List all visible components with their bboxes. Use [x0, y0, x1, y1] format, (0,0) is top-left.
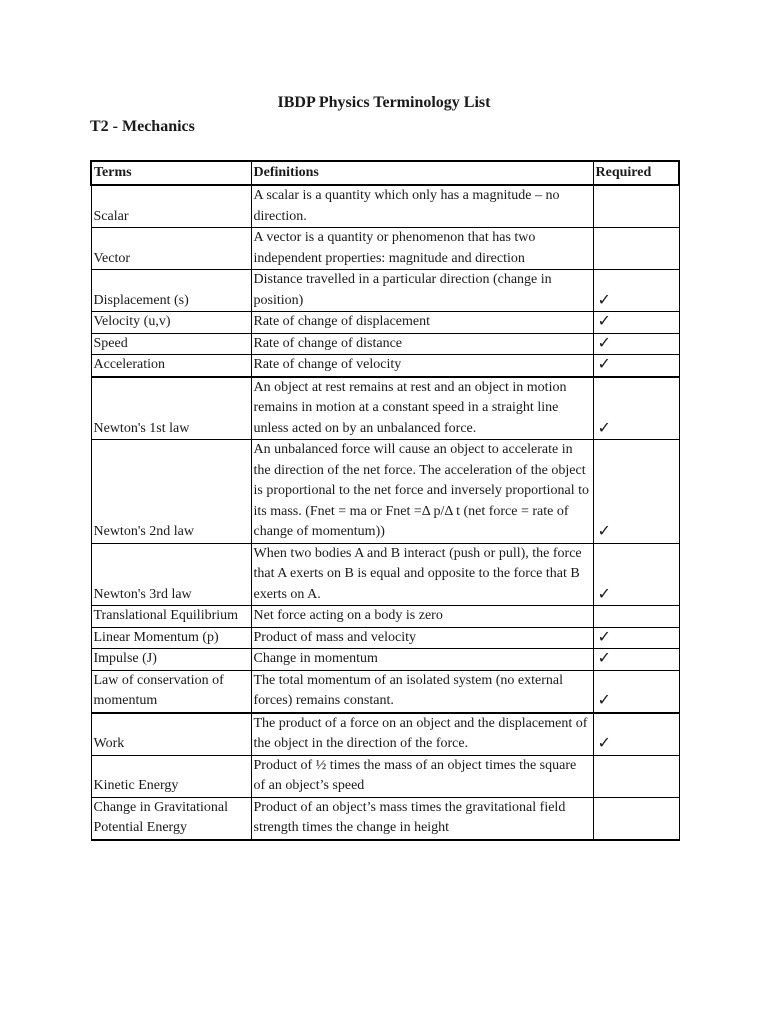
required-check-cell: ✓ — [593, 543, 679, 606]
term-cell: Acceleration — [91, 355, 251, 377]
definition-cell: The product of a force on an object and the displacement of the object in the direction of the force. — [251, 713, 593, 756]
term-cell: Displacement (s) — [91, 270, 251, 312]
definition-cell: Change in momentum — [251, 649, 593, 671]
table-row — [91, 797, 679, 840]
table-row — [91, 543, 679, 606]
document-title: IBDP Physics Terminology List — [277, 94, 491, 111]
required-check-cell: ✓ — [593, 627, 679, 649]
section-heading: T2 - Mechanics — [90, 118, 195, 135]
header-required: Required — [593, 161, 679, 185]
definition-cell: Product of ½ times the mass of an object times the square of an object’s speed — [251, 755, 593, 797]
header-terms: Terms — [91, 161, 251, 185]
definition-cell: Product of mass and velocity — [251, 627, 593, 649]
table-row — [91, 270, 679, 312]
term-cell: Translational Equilibrium — [91, 606, 251, 628]
table-row — [91, 377, 679, 440]
definition-cell: Product of an object’s mass times the gravitational field strength times the change in height — [251, 797, 593, 840]
definition-cell: A scalar is a quantity which only has a magnitude – no direction. — [251, 185, 593, 228]
definition-cell: The total momentum of an isolated system (no external forces) remains constant. — [251, 670, 593, 713]
required-check-cell: ✓ — [593, 440, 679, 544]
required-check-cell — [593, 228, 679, 270]
table-row — [91, 312, 679, 334]
definition-cell: An unbalanced force will cause an object to accelerate in the direction of the net force. The acceleration of the object is proportional to the net force and inversely proportional to its mass. (Fnet = ma or Fnet =Δ p/Δ t (net force = rate of change of momentum)) — [251, 440, 593, 544]
table-row — [91, 670, 679, 713]
definition-cell: An object at rest remains at rest and an object in motion remains in motion at a constant speed in a straight line unless acted on by an unbalanced force. — [251, 377, 593, 440]
table-row — [91, 355, 679, 377]
definition-cell: Net force acting on a body is zero — [251, 606, 593, 628]
term-cell: Newton's 2nd law — [91, 440, 251, 544]
definition-cell: A vector is a quantity or phenomenon that has two independent properties: magnitude and direction — [251, 228, 593, 270]
definition-cell: Rate of change of distance — [251, 333, 593, 355]
required-check-cell — [593, 606, 679, 628]
term-cell: Newton's 1st law — [91, 377, 251, 440]
required-check-cell — [593, 755, 679, 797]
term-cell: Law of conservation of momentum — [91, 670, 251, 713]
table-row — [91, 606, 679, 628]
definition-cell: Rate of change of velocity — [251, 355, 593, 377]
required-check-cell: ✓ — [593, 355, 679, 377]
table-row — [91, 185, 679, 228]
table-row — [91, 333, 679, 355]
term-cell: Kinetic Energy — [91, 755, 251, 797]
term-cell: Scalar — [91, 185, 251, 228]
required-check-cell: ✓ — [593, 270, 679, 312]
term-cell: Velocity (u,v) — [91, 312, 251, 334]
table-row — [91, 627, 679, 649]
required-check-cell — [593, 185, 679, 228]
term-cell: Impulse (J) — [91, 649, 251, 671]
required-check-cell: ✓ — [593, 333, 679, 355]
required-check-cell: ✓ — [593, 377, 679, 440]
term-cell: Newton's 3rd law — [91, 543, 251, 606]
term-cell: Speed — [91, 333, 251, 355]
table-row — [91, 649, 679, 671]
term-cell: Linear Momentum (p) — [91, 627, 251, 649]
header-definitions: Definitions — [251, 161, 593, 185]
table-row — [91, 755, 679, 797]
definition-cell: When two bodies A and B interact (push or pull), the force that A exerts on B is equal and opposite to the force that B exerts on A. — [251, 543, 593, 606]
term-cell: Work — [91, 713, 251, 756]
required-check-cell: ✓ — [593, 312, 679, 334]
table-row — [91, 228, 679, 270]
term-cell: Change in Gravitational Potential Energy — [91, 797, 251, 840]
table-row — [91, 440, 679, 544]
required-check-cell — [593, 797, 679, 840]
terminology-table — [90, 160, 680, 841]
definition-cell: Rate of change of displacement — [251, 312, 593, 334]
required-check-cell: ✓ — [593, 713, 679, 756]
term-cell: Vector — [91, 228, 251, 270]
required-check-cell: ✓ — [593, 649, 679, 671]
required-check-cell: ✓ — [593, 670, 679, 713]
table-header-row — [91, 161, 679, 185]
definition-cell: Distance travelled in a particular direction (change in position) — [251, 270, 593, 312]
table-row — [91, 713, 679, 756]
